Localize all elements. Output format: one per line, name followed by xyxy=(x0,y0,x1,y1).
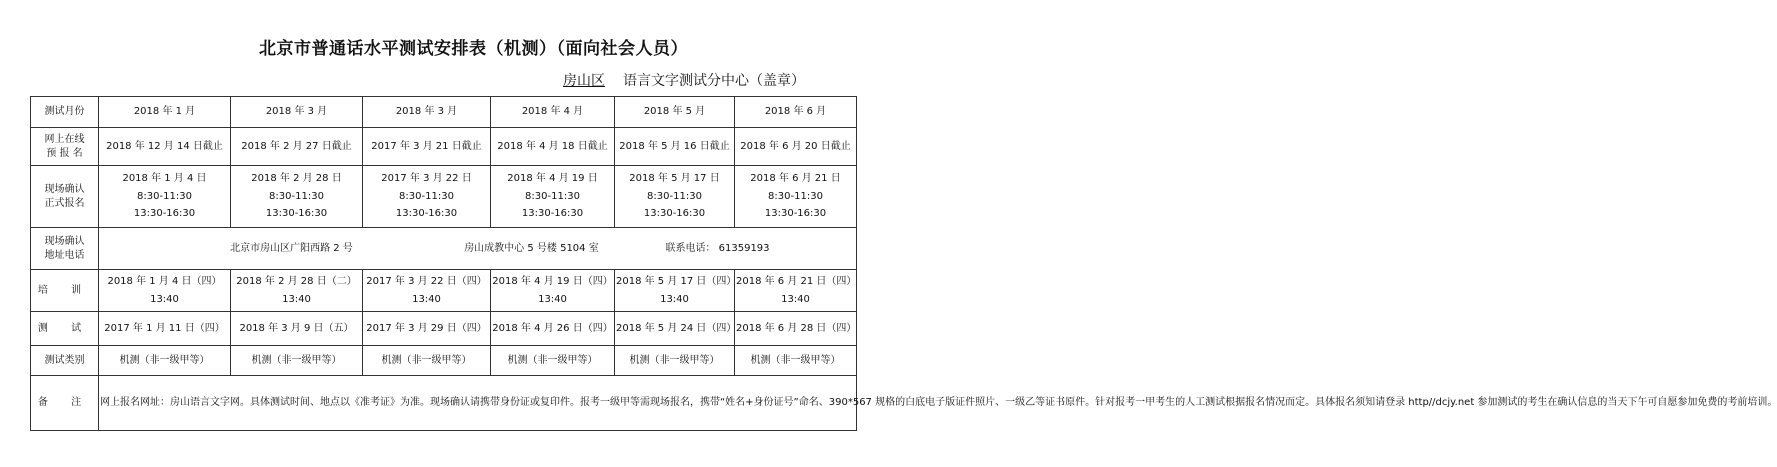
confirm-time-pm: 13:30-16:30 xyxy=(395,208,458,220)
issuer-center: 语言文字测试分中心（盖章） xyxy=(623,73,805,89)
issuer-line xyxy=(563,70,805,90)
label-address xyxy=(31,228,99,270)
online-deadline-cell: 2017 年 3 月 21 日截止 xyxy=(363,128,491,166)
schedule-table xyxy=(30,96,1777,431)
label-confirm-line2: 正式报名 xyxy=(44,197,85,209)
label-test: 测 试 xyxy=(31,312,99,346)
confirm-date: 2018 年 4 月 19 日 xyxy=(507,173,598,185)
training-cell xyxy=(363,270,491,312)
training-time: 13:40 xyxy=(150,293,179,305)
test-date-cell: 2018 年 5 月 24 日（四） xyxy=(615,312,735,346)
row-address xyxy=(31,228,857,270)
training-time: 13:40 xyxy=(660,293,689,305)
confirm-time-pm: 13:30-16:30 xyxy=(133,208,196,220)
confirm-cell xyxy=(99,166,231,228)
label-training: 培 训 xyxy=(31,270,99,312)
contact-phone: 联系电话： 61359193 xyxy=(665,242,770,254)
month-cell: 2018 年 3 月 xyxy=(231,97,363,128)
online-deadline-cell: 2018 年 12 月 14 日截止 xyxy=(99,128,231,166)
row-note xyxy=(31,376,857,431)
test-date-cell: 2018 年 6 月 28 日（四） xyxy=(735,312,857,346)
confirm-date: 2018 年 2 月 28 日 xyxy=(251,173,342,185)
label-online xyxy=(31,128,99,166)
confirm-cell xyxy=(615,166,735,228)
training-time: 13:40 xyxy=(412,293,441,305)
label-month: 测试月份 xyxy=(31,97,99,128)
row-category xyxy=(31,346,857,376)
confirm-time-am: 8:30-11:30 xyxy=(768,190,823,202)
test-date-cell: 2017 年 3 月 29 日（四） xyxy=(363,312,491,346)
training-time: 13:40 xyxy=(282,293,311,305)
training-cell xyxy=(491,270,615,312)
confirm-cell xyxy=(363,166,491,228)
label-address-line1: 现场确认 xyxy=(44,236,85,247)
address-location: 北京市房山区广阳西路 2 号 xyxy=(230,242,353,254)
online-deadline-cell: 2018 年 6 月 20 日截止 xyxy=(735,128,857,166)
confirm-time-pm: 13:30-16:30 xyxy=(764,208,827,220)
confirm-time-am: 8:30-11:30 xyxy=(525,190,580,202)
label-confirm xyxy=(31,166,99,228)
label-online-line2: 预 报 名 xyxy=(46,147,83,159)
label-address-line2: 地址电话 xyxy=(44,249,85,261)
category-cell: 机测（非一级甲等） xyxy=(363,346,491,376)
confirm-time-pm: 13:30-16:30 xyxy=(643,208,706,220)
confirm-cell xyxy=(735,166,857,228)
confirm-time-am: 8:30-11:30 xyxy=(647,190,702,202)
row-training xyxy=(31,270,857,312)
month-cell: 2018 年 4 月 xyxy=(491,97,615,128)
training-cell xyxy=(231,270,363,312)
online-deadline-cell: 2018 年 4 月 18 日截止 xyxy=(491,128,615,166)
category-cell: 机测（非一级甲等） xyxy=(231,346,363,376)
training-date: 2018 年 4 月 19 日（四） xyxy=(492,276,613,287)
confirm-time-pm: 13:30-16:30 xyxy=(265,208,328,220)
training-time: 13:40 xyxy=(538,293,567,305)
row-confirm xyxy=(31,166,857,228)
training-cell xyxy=(99,270,231,312)
test-date-cell: 2018 年 3 月 9 日（五） xyxy=(231,312,363,346)
month-cell: 2018 年 5 月 xyxy=(615,97,735,128)
confirm-time-am: 8:30-11:30 xyxy=(399,190,454,202)
address-cell xyxy=(99,228,857,270)
online-deadline-cell: 2018 年 2 月 27 日截止 xyxy=(231,128,363,166)
training-date: 2018 年 1 月 4 日（四） xyxy=(107,276,222,287)
month-cell: 2018 年 3 月 xyxy=(363,97,491,128)
training-date: 2017 年 3 月 22 日（四） xyxy=(366,276,487,287)
training-cell xyxy=(735,270,857,312)
note-cell: 网上报名网址：房山语言文字网。具体测试时间、地点以《准考证》为准。现场确认请携带身份证或复印件。报考一级甲等需现场报名，携带“姓名+身份证号”命名、390*567 规格的白底电子版证件照片、一级乙等证书原件。针对报考一甲考生的人工测试根据报名情况而定。具体报名须知请登录 http//dcjy.net 参加测试的考生在确认信息的当天下午可自愿参加免费的考前培训。 xyxy=(99,376,857,431)
training-date: 2018 年 2 月 28 日（二） xyxy=(236,276,357,287)
label-online-line1: 网上在线 xyxy=(44,134,85,145)
training-time: 13:40 xyxy=(781,293,810,305)
label-category: 测试类别 xyxy=(31,346,99,376)
confirm-date: 2017 年 3 月 22 日 xyxy=(381,173,472,185)
confirm-date: 2018 年 5 月 17 日 xyxy=(629,173,720,185)
confirm-time-am: 8:30-11:30 xyxy=(137,190,192,202)
row-month xyxy=(31,97,857,128)
confirm-date: 2018 年 6 月 21 日 xyxy=(750,173,841,185)
online-deadline-cell: 2018 年 5 月 16 日截止 xyxy=(615,128,735,166)
row-online xyxy=(31,128,857,166)
confirm-date: 2018 年 1 月 4 日 xyxy=(122,173,207,185)
category-cell: 机测（非一级甲等） xyxy=(615,346,735,376)
test-date-cell: 2018 年 4 月 26 日（四） xyxy=(491,312,615,346)
confirm-time-am: 8:30-11:30 xyxy=(269,190,324,202)
confirm-cell xyxy=(231,166,363,228)
row-test xyxy=(31,312,857,346)
confirm-cell xyxy=(491,166,615,228)
page-title: 北京市普通话水平测试安排表（机测）（面向社会人员） xyxy=(259,39,688,59)
category-cell: 机测（非一级甲等） xyxy=(735,346,857,376)
test-date-cell: 2017 年 1 月 11 日（四） xyxy=(99,312,231,346)
training-date: 2018 年 5 月 17 日（四） xyxy=(616,276,737,287)
training-cell xyxy=(615,270,735,312)
month-cell: 2018 年 6 月 xyxy=(735,97,857,128)
month-cell: 2018 年 1 月 xyxy=(99,97,231,128)
category-cell: 机测（非一级甲等） xyxy=(491,346,615,376)
label-confirm-line1: 现场确认 xyxy=(44,184,85,195)
confirm-time-pm: 13:30-16:30 xyxy=(521,208,584,220)
address-room: 房山成教中心 5 号楼 5104 室 xyxy=(464,242,599,254)
district-name: 房山区 xyxy=(563,73,605,89)
training-date: 2018 年 6 月 21 日（四） xyxy=(736,276,857,287)
label-note: 备 注 xyxy=(31,376,99,431)
category-cell: 机测（非一级甲等） xyxy=(99,346,231,376)
